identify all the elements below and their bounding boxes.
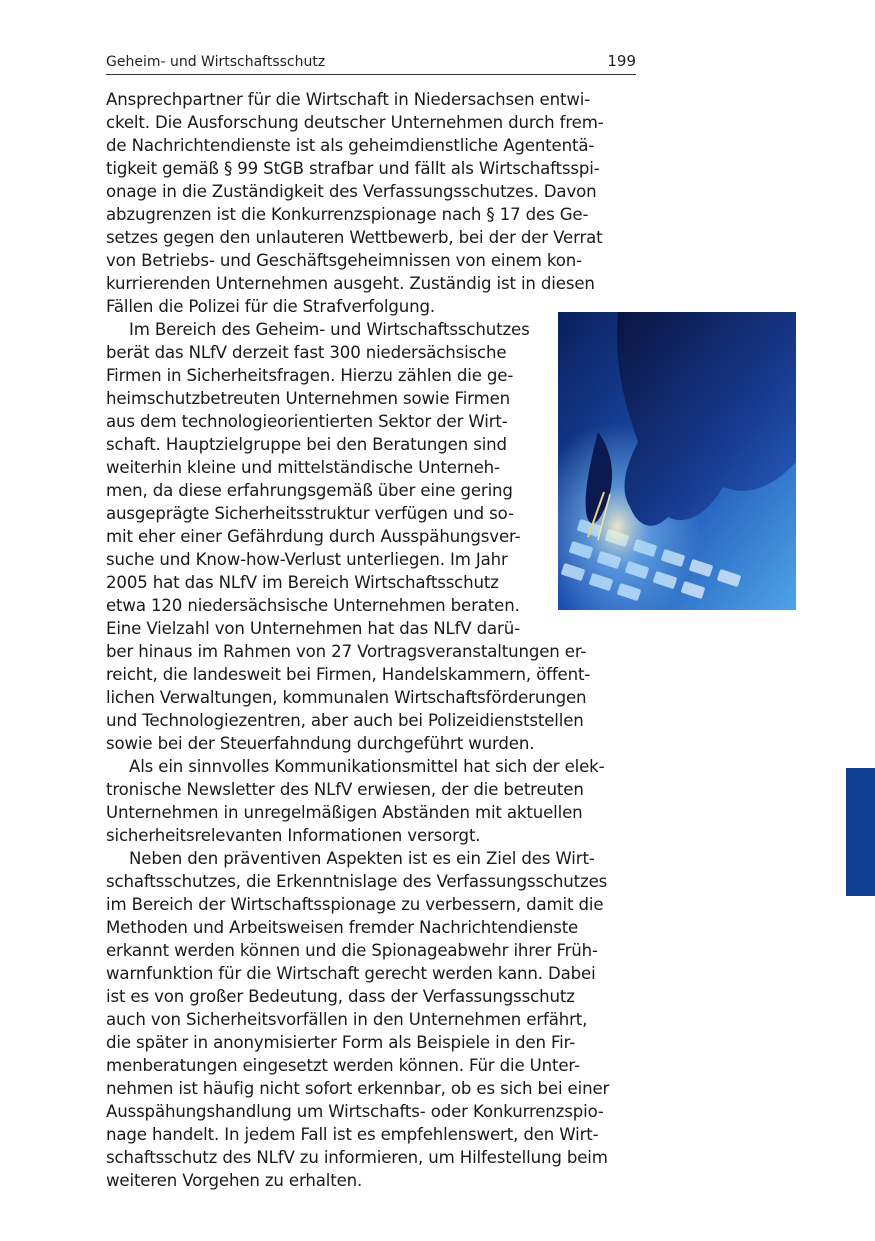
text-line: schaft. Hauptzielgruppe bei den Beratungen sind bbox=[106, 435, 507, 454]
text-line: weiterhin kleine und mittelständische Unterneh- bbox=[106, 458, 500, 477]
text-line: Ausspähungshandlung um Wirtschafts- oder Konkurrenzspio- bbox=[106, 1102, 604, 1121]
text-line: aus dem technologieorientierten Sektor der Wirt- bbox=[106, 412, 508, 431]
running-header-title: Geheim- und Wirtschaftsschutz bbox=[106, 54, 326, 70]
text-line: menberatungen eingesetzt werden können. Für die Unter- bbox=[106, 1056, 580, 1075]
chapter-tab-marker bbox=[846, 768, 875, 896]
text-line: heimschutzbetreuten Unternehmen sowie Firmen bbox=[106, 389, 511, 408]
text-line: sowie bei der Steuerfahndung durchgeführt wurden. bbox=[106, 734, 535, 753]
text-line: schaftsschutz des NLfV zu informieren, um Hilfestellung beim bbox=[106, 1148, 608, 1167]
page-number: 199 bbox=[607, 52, 636, 70]
text-line: reicht, die landesweit bei Firmen, Handelskammern, öffent- bbox=[106, 665, 591, 684]
text-line: weiteren Vorgehen zu erhalten. bbox=[106, 1171, 363, 1190]
text-line: Unternehmen in unregelmäßigen Abständen mit aktuellen bbox=[106, 803, 583, 822]
body-text bbox=[106, 88, 636, 1192]
text-line: schaftsschutzes, die Erkenntnislage des Verfassungsschutzes bbox=[106, 872, 608, 891]
text-line: sicherheitsrelevanten Informationen versorgt. bbox=[106, 826, 481, 845]
text-line: Neben den präventiven Aspekten ist es ein Ziel des Wirt- bbox=[129, 849, 595, 868]
text-line: warnfunktion für die Wirtschaft gerecht werden kann. Dabei bbox=[106, 964, 596, 983]
text-line: Fällen die Polizei für die Strafverfolgung. bbox=[106, 297, 435, 316]
text-line: berät das NLfV derzeit fast 300 niedersächsische bbox=[106, 343, 507, 362]
text-line: nehmen ist häufig nicht sofort erkennbar, ob es sich bei einer bbox=[106, 1079, 610, 1098]
text-line: Firmen in Sicherheitsfragen. Hierzu zählen die ge- bbox=[106, 366, 514, 385]
text-line: ausgeprägte Sicherheitsstruktur verfügen und so- bbox=[106, 504, 514, 523]
text-line: nage handelt. In jedem Fall ist es empfehlenswert, den Wirt- bbox=[106, 1125, 599, 1144]
text-line: auch von Sicherheitsvorfällen in den Unternehmen erfährt, bbox=[106, 1010, 588, 1029]
text-line: onage in die Zuständigkeit des Verfassungsschutzes. Davon bbox=[106, 182, 597, 201]
text-line: im Bereich der Wirtschaftsspionage zu verbessern, damit die bbox=[106, 895, 604, 914]
gloved-hand-keyboard-illustration bbox=[558, 312, 796, 610]
text-line: abzugrenzen ist die Konkurrenzspionage nach § 17 des Ge- bbox=[106, 205, 589, 224]
text-line: 2005 hat das NLfV im Bereich Wirtschaftsschutz bbox=[106, 573, 499, 592]
text-line: von Betriebs- und Geschäftsgeheimnissen von einem kon- bbox=[106, 251, 582, 270]
text-line: ckelt. Die Ausforschung deutscher Unternehmen durch frem- bbox=[106, 113, 604, 132]
text-line: setzes gegen den unlauteren Wettbewerb, bei der der Verrat bbox=[106, 228, 603, 247]
text-line: und Technologiezentren, aber auch bei Polizeidienststellen bbox=[106, 711, 584, 730]
text-line: Methoden und Arbeitsweisen fremder Nachrichtendienste bbox=[106, 918, 579, 937]
text-line: Ansprechpartner für die Wirtschaft in Niedersachsen entwi- bbox=[106, 90, 591, 109]
running-header bbox=[106, 52, 636, 75]
text-line: Im Bereich des Geheim- und Wirtschaftsschutzes bbox=[129, 320, 530, 339]
text-line: suche und Know-how-Verlust unterliegen. Im Jahr bbox=[106, 550, 508, 569]
text-line: ist es von großer Bedeutung, dass der Verfassungsschutz bbox=[106, 987, 575, 1006]
text-line: ber hinaus im Rahmen von 27 Vortragsveranstaltungen er- bbox=[106, 642, 587, 661]
text-line: Als ein sinnvolles Kommunikationsmittel hat sich der elek- bbox=[129, 757, 605, 776]
photo-gloved-hand-keyboard bbox=[558, 312, 796, 610]
text-line: mit eher einer Gefährdung durch Ausspähungsver- bbox=[106, 527, 521, 546]
text-line: de Nachrichtendienste ist als geheimdienstliche Agententä- bbox=[106, 136, 595, 155]
text-line: tigkeit gemäß § 99 StGB strafbar und fällt als Wirtschaftsspi- bbox=[106, 159, 600, 178]
text-line: die später in anonymisierter Form als Beispiele in den Fir- bbox=[106, 1033, 576, 1052]
text-line: men, da diese erfahrungsgemäß über eine gering bbox=[106, 481, 513, 500]
text-line: kurrierenden Unternehmen ausgeht. Zuständig ist in diesen bbox=[106, 274, 595, 293]
text-line: tronische Newsletter des NLfV erwiesen, der die betreuten bbox=[106, 780, 584, 799]
text-line: etwa 120 niedersächsische Unternehmen beraten. bbox=[106, 596, 520, 615]
text-line: erkannt werden können und die Spionageabwehr ihrer Früh- bbox=[106, 941, 598, 960]
text-line: Eine Vielzahl von Unternehmen hat das NLfV darü- bbox=[106, 619, 520, 638]
text-line: lichen Verwaltungen, kommunalen Wirtschaftsförderungen bbox=[106, 688, 587, 707]
